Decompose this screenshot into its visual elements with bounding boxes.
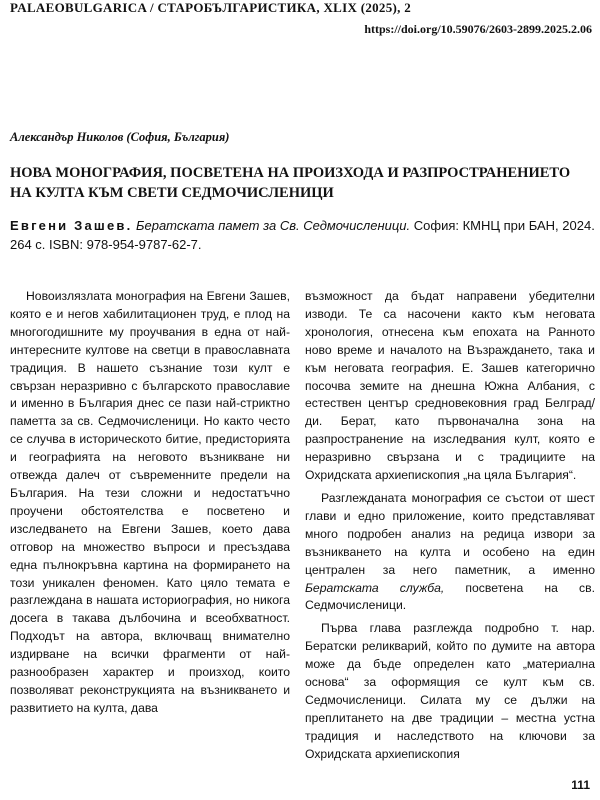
citation-details: София: КМНЦ при БАН, 2024. 264 с. ISBN: 978-954-9787-62-7. bbox=[10, 218, 595, 252]
left-column bbox=[10, 288, 290, 718]
left-paragraph-1: Новоизлязлата монография на Евгени Зашев, която е и негов хабилитационен труд, е плод на многогодишните му проучвания в една от най-интересните култове на светци в православната традиция. В нашето съзнание този култ е свързан неразривно с българското православие и именно в България днес се пази най-стриктно паметта за св. Седмочисленици. Но както често се случва в историческото битие, предисторията и географията на неговото възникване ни отвежда далеч от съвременните предели на България. На тези сложни и недостатъчно проучени обстоятелства е посветено и изследването на Евгени Зашев, което дава отговор на множество въпроси и пресъздава една пълнокръвна картина на формирането на този уникален феномен. Като цяло темата е разглеждана в нашата историография, но никога досега в такава дълбочина и всеобхватност. Подходът на автора, включващ внимателно издирване на всички фрагменти от най-разнообразен характер и произход, които позволяват реконструкцията на възникването и развитието на култа, дава bbox=[10, 289, 290, 715]
journal-header: PALAEOBULGARICA / СТАРОБЪЛГАРИСТИКА, XLIX (2025), 2 bbox=[10, 0, 412, 15]
doi-link[interactable]: https://doi.org/10.59076/2603-2899.2025.2.06 bbox=[364, 22, 592, 36]
citation-author: Евгени Зашев. bbox=[10, 218, 133, 233]
right-column bbox=[305, 288, 595, 764]
right-paragraph-2 bbox=[305, 490, 595, 615]
right-paragraph-2-italic: Бератската служба, bbox=[305, 580, 445, 595]
book-citation bbox=[10, 216, 595, 254]
right-paragraph-2-text: Разглежданата монография се състои от шест глави и едно приложение, които представляват много подробен анализ на редица извори за възникването на култа и особено на един централен за него паметник, а именно bbox=[305, 490, 595, 577]
article-title: НОВА МОНОГРАФИЯ, ПОСВЕТЕНА НА ПРОИЗХОДА И РАЗПРОСТРАНЕНИЕТО НА КУЛТА КЪМ СВЕТИ СЕДМОЧИСЛЕНИЦИ bbox=[10, 165, 571, 201]
review-author: Александър Николов (София, България) bbox=[10, 130, 230, 144]
right-paragraph-3: Първа глава разглежда подробно т. нар. Бератски реликварий, който по думите на автора може да бъде определен като „материална основа“ за оформящия се култ към св. Седмочисленици. Силата му се дължи на преплитането на две традиции – местна устна традиция и наследството на ключови за Охридската архиепископия bbox=[305, 621, 595, 761]
citation-book-title: Бератската памет за Св. Седмочисленици. bbox=[136, 218, 411, 233]
right-paragraph-2-end: посветена на св. Седмочисленици. bbox=[305, 580, 595, 613]
page-number: 111 bbox=[571, 778, 590, 792]
right-paragraph-1: възможност да бъдат направени убедителни изводи. Те са насочени както към неговата хронология, отнесена към епохата на Ранното ново време и началото на Възраждането, така и към неговата география. Е. Зашев категорично посочва земите на днешна Южна Албания, с естествен център средновековния град Белград/ди. Берат, като първоначална зона на разпространение на изследвания култ, която е неразривно свързана и с традициите на Охридската архиепископия „на цяла България“. bbox=[305, 289, 595, 483]
